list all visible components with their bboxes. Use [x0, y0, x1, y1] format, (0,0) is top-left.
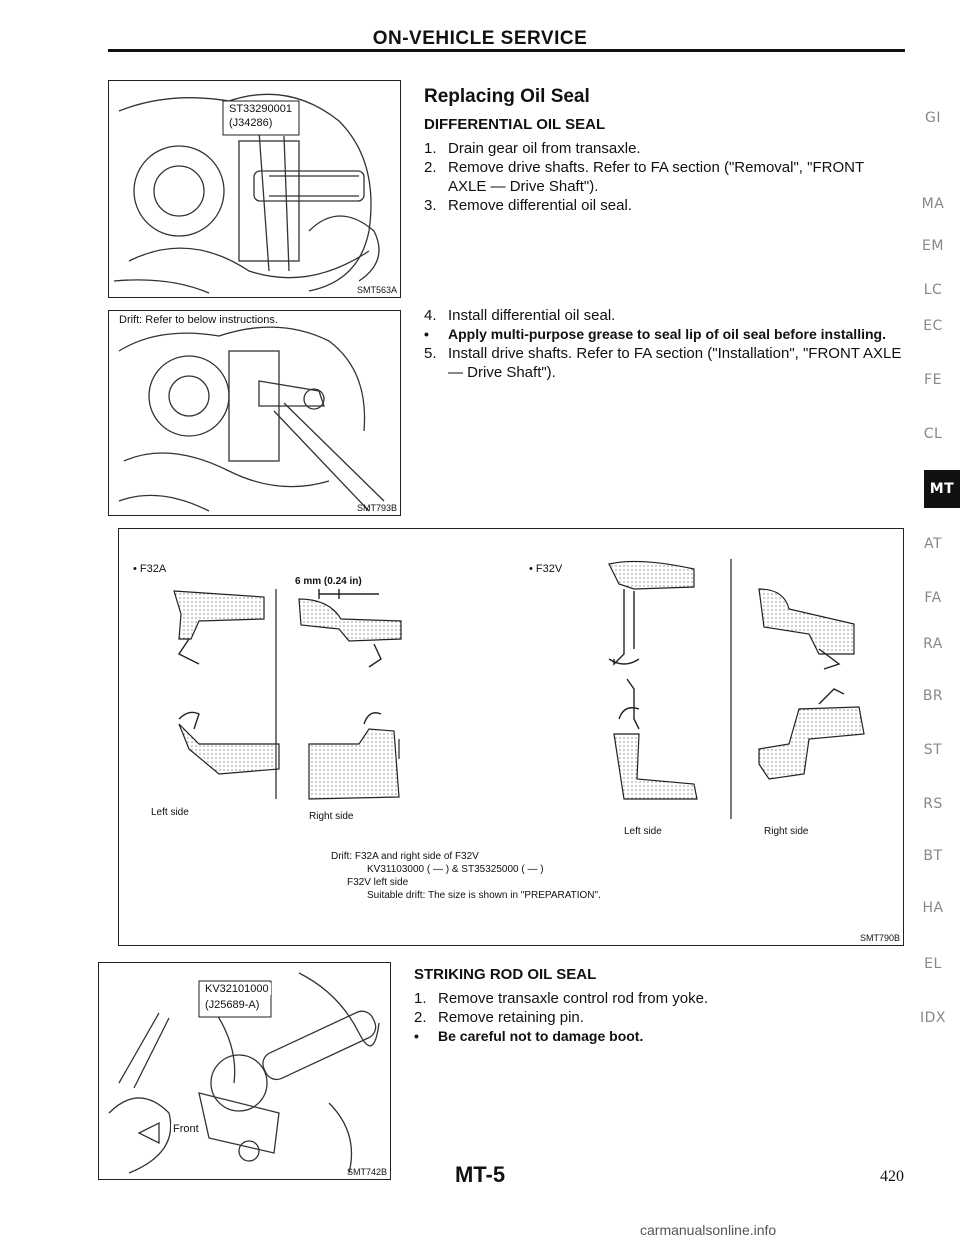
- procedure-step: 1. Drain gear oil from transaxle.: [424, 140, 641, 157]
- subsection-title: STRIKING ROD OIL SEAL: [414, 966, 597, 983]
- procedure-step: 3. Remove differential oil seal.: [424, 197, 632, 214]
- procedure-step: 2. Remove retaining pin.: [414, 1009, 584, 1026]
- tab-fa[interactable]: FA: [924, 590, 942, 606]
- section-title: Replacing Oil Seal: [424, 86, 590, 107]
- procedure-step: 1. Remove transaxle control rod from yoke.: [414, 990, 709, 1007]
- tab-ha[interactable]: HA: [922, 900, 944, 916]
- tab-mt[interactable]: MT: [924, 470, 960, 508]
- procedure-step: 4. Install differential oil seal.: [424, 307, 616, 324]
- tab-ma[interactable]: MA: [921, 196, 945, 212]
- label-f32a: • F32A: [133, 563, 167, 575]
- figure-smt742b: [98, 962, 391, 1180]
- figure-code: SMT563A: [356, 285, 397, 295]
- left-side-label: Left side: [151, 807, 189, 818]
- figure-tool-number: KV32101000: [205, 983, 269, 995]
- tab-fe[interactable]: FE: [924, 372, 942, 388]
- tab-bt[interactable]: BT: [923, 848, 943, 864]
- tab-rs[interactable]: RS: [923, 796, 943, 812]
- tab-at[interactable]: AT: [923, 536, 943, 552]
- figure-note: Drift: Refer to below instructions.: [119, 314, 278, 326]
- figure-smt793b: [108, 310, 401, 516]
- header-rule: [108, 49, 905, 52]
- tab-ra[interactable]: RA: [923, 636, 943, 652]
- tab-ec[interactable]: EC: [923, 318, 943, 334]
- figure-smt563a: [108, 80, 401, 298]
- front-label: Front: [173, 1123, 199, 1135]
- procedure-step: 2. Remove drive shafts. Refer to FA section ("Removal", "FRONT AXLE — Drive Shaft").: [424, 159, 864, 195]
- figure-smt793b-drawing: [109, 311, 401, 516]
- subsection-title: DIFFERENTIAL OIL SEAL: [424, 116, 606, 133]
- tab-br[interactable]: BR: [922, 688, 944, 704]
- figure-tool-number: (J25689-A): [205, 999, 260, 1011]
- tab-el[interactable]: EL: [924, 956, 942, 972]
- dimension-label: 6 mm (0.24 in): [295, 576, 362, 587]
- drift-line: F32V left side: [347, 877, 409, 888]
- watermark: carmanualsonline.info: [640, 1222, 777, 1238]
- page-code: MT-5: [454, 1162, 506, 1187]
- tab-cl[interactable]: CL: [923, 426, 943, 442]
- figure-smt790b-drawing: [119, 529, 904, 946]
- tab-idx[interactable]: IDX: [920, 1010, 946, 1026]
- procedure-step: 5. Install drive shafts. Refer to FA section ("Installation", "FRONT AXLE — Drive Shaft").: [424, 345, 902, 381]
- figure-tool-number: (J34286): [229, 117, 273, 129]
- section-install-steps: [424, 306, 904, 382]
- section-replacing-oil-seal: [424, 86, 904, 215]
- figure-code: SMT742B: [346, 1167, 387, 1177]
- right-side-label: Right side: [764, 826, 809, 837]
- drift-line: Drift: F32A and right side of F32V: [331, 851, 479, 862]
- page-header: ON-VEHICLE SERVICE: [372, 28, 588, 49]
- figure-smt790b: [118, 528, 904, 946]
- caution-bullet: • Apply multi-purpose grease to seal lip of oil seal before installing.: [424, 326, 886, 342]
- section-striking-rod-oil-seal: [414, 966, 894, 1046]
- caution-bullet: • Be careful not to damage boot.: [414, 1028, 644, 1044]
- drift-line: KV31103000 ( — ) & ST35325000 ( — ): [367, 864, 544, 875]
- tab-st[interactable]: ST: [923, 742, 943, 758]
- page-number: 420: [880, 1168, 904, 1185]
- figure-code: SMT793B: [356, 503, 397, 513]
- left-side-label: Left side: [624, 826, 662, 837]
- tab-lc[interactable]: LC: [923, 282, 943, 298]
- figure-smt742b-drawing: [99, 963, 391, 1180]
- label-f32v: • F32V: [529, 563, 563, 575]
- drift-line: Suitable drift: The size is shown in "PREPARATION".: [367, 890, 601, 901]
- tab-gi[interactable]: GI: [925, 110, 941, 126]
- tab-em[interactable]: EM: [922, 238, 944, 254]
- figure-tool-number: ST33290001: [229, 103, 292, 115]
- figure-code: SMT790B: [859, 933, 900, 943]
- right-side-label: Right side: [309, 811, 354, 822]
